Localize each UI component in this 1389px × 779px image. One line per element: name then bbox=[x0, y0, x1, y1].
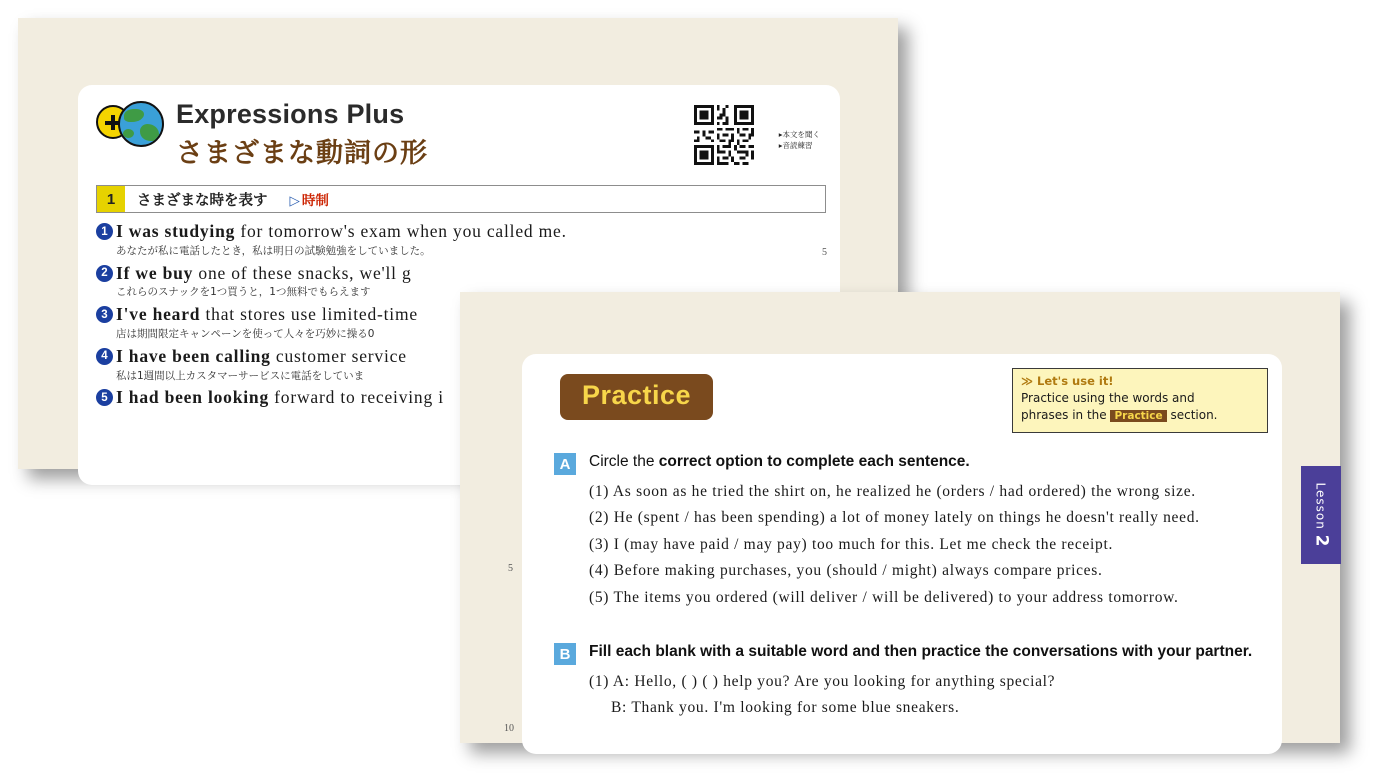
practice-heading: Practice bbox=[560, 374, 713, 420]
lets-use-it-line1: Practice using the words and bbox=[1021, 391, 1195, 405]
example-english-bold: I had been looking bbox=[116, 387, 269, 408]
section-tag-arrow-icon: ▷ bbox=[289, 193, 300, 209]
example-english bbox=[116, 263, 826, 285]
lesson-side-tab-label bbox=[1311, 483, 1331, 548]
lets-use-it-body bbox=[1021, 390, 1259, 425]
lets-use-it-title: ≫ Let's use it! bbox=[1021, 374, 1114, 388]
example-english-bold: I have been calling bbox=[116, 345, 271, 366]
example-number: 1 bbox=[96, 223, 113, 240]
task-letter-a: A bbox=[554, 453, 576, 475]
example-english bbox=[116, 221, 826, 243]
globe-icon bbox=[118, 101, 164, 147]
task-letter-b: B bbox=[554, 643, 576, 665]
line-number: 5 bbox=[822, 247, 827, 258]
example-english-bold: I was studying bbox=[116, 221, 236, 241]
example-number: 4 bbox=[96, 348, 113, 365]
audio-note-listen: ▸本文を聞く bbox=[778, 130, 820, 139]
task-a-instruction bbox=[589, 452, 970, 472]
example-english-bold: I've heard bbox=[116, 304, 201, 325]
page-one-header bbox=[96, 99, 826, 177]
task-a-header bbox=[554, 452, 1266, 475]
section-number: 1 bbox=[97, 186, 125, 212]
example-english-bold: If we buy bbox=[116, 262, 194, 283]
section-grammar-tag bbox=[290, 189, 329, 209]
example-number: 5 bbox=[96, 389, 113, 406]
page-two-sheet bbox=[460, 292, 1340, 743]
list-item bbox=[96, 221, 826, 259]
task-a-instruction-pre: Circle the bbox=[589, 453, 659, 470]
section-title: さまざまな時を表す bbox=[137, 192, 268, 209]
task-a bbox=[554, 452, 1266, 607]
example-japanese: あなたが私に電話したとき，私は明日の試験勉強をしていました。 bbox=[116, 244, 431, 257]
example-english-rest: customer service bbox=[270, 345, 407, 366]
example-english-rest: one of these snacks, we'll g bbox=[193, 262, 412, 283]
lets-use-it-line2-pre: phrases in the bbox=[1021, 408, 1111, 423]
line-number-five: 5 bbox=[508, 563, 513, 574]
lesson-number: 2 bbox=[1311, 534, 1332, 548]
page-two-card bbox=[504, 354, 1282, 754]
example-english-rest: that stores use limited-time bbox=[200, 304, 418, 325]
task-a-item-4: (4) Before making purchases, you (should / might) always compare prices. bbox=[589, 562, 1103, 580]
audio-note-group bbox=[779, 129, 820, 152]
task-a-item-1: (1) As soon as he tried the shirt on, he realized he (orders / had ordered) the wrong size. bbox=[589, 483, 1196, 500]
lets-use-it-line2-post: section. bbox=[1166, 408, 1218, 423]
lesson-word: Lesson bbox=[1313, 482, 1328, 530]
task-b-item-1: (1) A: Hello, ( ) ( ) help you? Are you looking for anything special? bbox=[589, 673, 1056, 690]
task-a-item-2: (2) He (spent / has been spending) a lot of money lately on things he doesn't really need. bbox=[589, 509, 1200, 527]
lets-use-it-callout bbox=[1012, 368, 1268, 433]
example-english-rest: forward to receiving i bbox=[269, 387, 444, 408]
task-a-item-3: (3) I (may have paid / may pay) too much for this. Let me check the receipt. bbox=[589, 535, 1114, 553]
example-japanese: 店は期間限定キャンペーンを使って人々を巧妙に操る0 bbox=[116, 328, 375, 340]
task-b-item-1-response: B: Thank you. I'm looking for some blue sneakers. bbox=[611, 699, 960, 717]
lesson-side-tab bbox=[1301, 466, 1341, 564]
page-title-english: Expressions Plus bbox=[176, 99, 405, 129]
example-number: 2 bbox=[96, 265, 113, 282]
section-tag-label: 時制 bbox=[301, 193, 329, 209]
example-japanese: これらのスナックを1つ買うと，1つ無料でもらえます bbox=[116, 286, 371, 299]
qr-code-icon[interactable] bbox=[694, 105, 754, 165]
example-english-rest: for tomorrow's exam when you called me. bbox=[235, 221, 567, 241]
example-japanese: 私は1週間以上カスタマーサービスに電話をしていま bbox=[116, 369, 365, 382]
example-number: 3 bbox=[96, 306, 113, 323]
task-b-instruction: Fill each blank with a suitable word and then practice the conversations with your partner. bbox=[589, 643, 1253, 660]
section-bar bbox=[96, 185, 826, 213]
audio-note-practice: ▸音読練習 bbox=[778, 141, 813, 151]
task-a-instruction-bold: correct option to complete each sentence. bbox=[658, 453, 970, 470]
practice-chip: Practice bbox=[1110, 410, 1166, 422]
task-b bbox=[554, 642, 1266, 718]
task-a-item-5: (5) The items you ordered (will deliver / will be delivered) to your address tomorrow. bbox=[589, 588, 1179, 606]
line-number-ten: 10 bbox=[504, 723, 514, 734]
page-title-japanese: さまざまな動詞の形 bbox=[176, 138, 428, 169]
task-b-header bbox=[554, 642, 1266, 665]
